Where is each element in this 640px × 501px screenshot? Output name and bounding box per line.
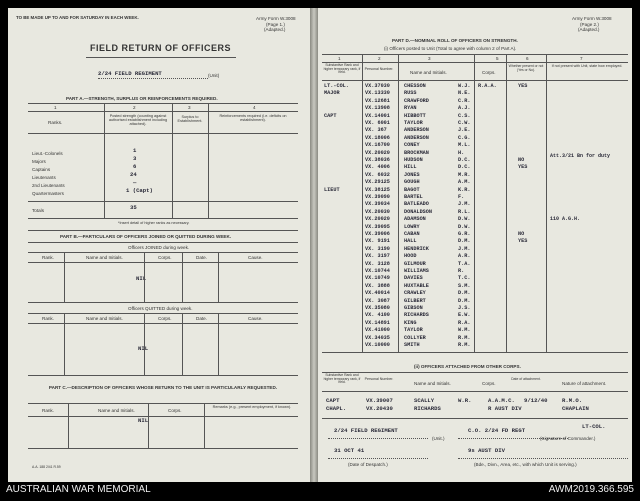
part-b-title: PART B.—PARTICULARS OF OFFICERS JOINED OR QUITTED DURING WEEK. bbox=[60, 234, 232, 239]
officer-initials: E.W. bbox=[458, 312, 471, 319]
officer-number: VX. 3197 bbox=[365, 253, 390, 260]
sign-commander: C.O. 2/24 FD REGT bbox=[468, 427, 526, 434]
officer-number: VX.20020 bbox=[365, 149, 390, 156]
form-adapted: (Adapted.) bbox=[264, 27, 286, 32]
officer-initials: M.L. bbox=[458, 142, 471, 149]
officer-initials: K.R. bbox=[458, 186, 471, 193]
unit-name: 2/24 FIELD REGIMENT bbox=[98, 70, 162, 77]
remark: 110 A.G.H. bbox=[550, 216, 581, 222]
officer-name: CHESSON bbox=[404, 83, 426, 89]
officer-name: TAYLOR bbox=[404, 327, 423, 334]
col-num: 1 bbox=[54, 105, 57, 110]
officer-name: GOUGH bbox=[404, 179, 420, 186]
quitted-value: NIL bbox=[138, 345, 149, 352]
att-name: RICHARDS bbox=[414, 405, 441, 412]
sign-unit: 2/24 FIELD REGIMENT bbox=[334, 427, 398, 434]
officer-name: CABAN bbox=[404, 231, 420, 237]
officer-name: HIBBOTT bbox=[404, 112, 426, 119]
officer-name: HILL bbox=[404, 164, 417, 171]
officer-name: BROCKMAN bbox=[404, 149, 429, 156]
col-num: 3 bbox=[188, 105, 191, 110]
officer-present: YES bbox=[518, 83, 528, 89]
rank-value: 1 (Capt) bbox=[126, 187, 153, 194]
att-corps: R AUST DIV bbox=[488, 405, 522, 412]
officer-number: VX. 3190 bbox=[365, 245, 390, 252]
officer-number: VX.29125 bbox=[365, 179, 390, 186]
officer-name: HUXTABLE bbox=[404, 282, 429, 289]
col-num: 7 bbox=[580, 56, 583, 61]
officer-name: BATLEADO bbox=[404, 201, 429, 208]
officer-name: CRAWLEY bbox=[404, 290, 426, 297]
officer-initials: D.W. bbox=[458, 223, 471, 230]
officer-initials: D.C. bbox=[458, 157, 471, 163]
officer-initials: C.S. bbox=[458, 112, 471, 119]
col-header: Personal Number. bbox=[364, 67, 394, 71]
col-header: Cause. bbox=[248, 316, 263, 321]
col-header: Rank. bbox=[42, 255, 55, 260]
officer-number: VX.37030 bbox=[365, 83, 390, 89]
archive-credit: AUSTRALIAN WAR MEMORIAL bbox=[6, 484, 151, 495]
col-header: Name and Initials. bbox=[414, 381, 451, 386]
officer-number: VX.20030 bbox=[365, 208, 390, 215]
officer-number: VX.39006 bbox=[365, 231, 390, 237]
officer-number: VX.20020 bbox=[365, 216, 390, 223]
officer-initials: D.M. bbox=[458, 290, 471, 297]
officer-present: YES bbox=[518, 238, 528, 245]
rank-label: Majors bbox=[32, 159, 46, 164]
joined-title: Officers JOINED during week. bbox=[128, 245, 190, 250]
officer-name: COLLYER bbox=[404, 334, 426, 341]
officer-number: VX.14001 bbox=[365, 112, 390, 119]
col-header: Date. bbox=[196, 316, 207, 321]
officer-number: VX. 9191 bbox=[365, 238, 390, 245]
att-name: SCALLY bbox=[414, 397, 435, 404]
officer-name: RYAN bbox=[404, 105, 417, 112]
rank-label: Captains bbox=[32, 167, 51, 172]
part-c-value: NIL bbox=[138, 417, 149, 424]
officer-number: VX.13908 bbox=[365, 105, 390, 112]
officer-initials: G.R. bbox=[458, 231, 471, 237]
col-header: Name and Initials. bbox=[86, 316, 123, 321]
rank-value: 24 bbox=[130, 171, 137, 178]
officer-number: VX. 6032 bbox=[365, 171, 390, 178]
officer-present: YES bbox=[518, 164, 528, 171]
rank-label: Quartermasters bbox=[32, 191, 64, 196]
officer-number: VX.39090 bbox=[365, 194, 390, 200]
officer-number: VX.13330 bbox=[365, 90, 390, 97]
officer-rank: LT.-COL. bbox=[324, 83, 349, 89]
officer-initials: H. bbox=[458, 149, 465, 156]
unit-label: (Unit) bbox=[208, 73, 220, 78]
col-num: 2 bbox=[378, 56, 381, 61]
att-nature: CHAPLAIN bbox=[562, 405, 589, 412]
officer-name: LOWRY bbox=[404, 223, 420, 230]
officer-initials: C.W. bbox=[458, 120, 471, 126]
col-header: Substantive Rank and higher temporary rank, if held. bbox=[323, 373, 361, 385]
remark: Att.3/21 Bn for duty bbox=[550, 153, 611, 159]
date-label: (Date of Despatch.) bbox=[348, 462, 388, 467]
formation: 9s AUST DIV bbox=[468, 447, 505, 454]
rank-label: Lieutenants bbox=[32, 175, 56, 180]
form-adapted: (Adapted.) bbox=[578, 27, 600, 32]
officer-corps: R.A.A. bbox=[478, 83, 497, 89]
officer-initials: J.M. bbox=[458, 201, 471, 208]
officer-number: VX. 4006 bbox=[365, 164, 390, 171]
col-header: Date of attachment. bbox=[511, 377, 541, 381]
officer-name: BARTEL bbox=[404, 194, 423, 200]
sign-rank: LT-COL. bbox=[582, 423, 606, 430]
officer-initials: T.C. bbox=[458, 275, 471, 282]
formation-label: (Bde., Divn., Area, etc., with which Unit is serving.) bbox=[474, 462, 577, 467]
officer-initials: N.E. bbox=[458, 90, 471, 97]
officer-name: ADAMSON bbox=[404, 216, 426, 223]
signature-label: (Signature of Commander.) bbox=[540, 436, 596, 441]
insert-note: *Insert detail of higher ranks as necessary. bbox=[118, 221, 190, 225]
part-a-title: PART A.—STRENGTH, SURPLUS OR REINFORCEMENTS REQUIRED. bbox=[66, 96, 218, 101]
officer-initials: R.M. bbox=[458, 334, 471, 341]
left-page bbox=[8, 8, 310, 482]
page-fold bbox=[310, 8, 318, 482]
col-num: 3 bbox=[428, 56, 431, 61]
officer-initials: J.S. bbox=[458, 305, 471, 311]
col-header: Name and Initials. bbox=[98, 408, 135, 413]
att-rank: CAPT bbox=[326, 397, 340, 404]
officer-number: VX.39034 bbox=[365, 201, 390, 208]
officer-number: VX. 3888 bbox=[365, 282, 390, 289]
officer-name: JONES bbox=[404, 171, 420, 178]
col-header: Date. bbox=[196, 255, 207, 260]
col-header: Corps. bbox=[168, 408, 182, 413]
col-num: 5 bbox=[496, 56, 499, 61]
col-header: Corps. bbox=[158, 316, 172, 321]
officer-initials: R.A. bbox=[458, 319, 471, 326]
officer-number: VX.18006 bbox=[365, 134, 390, 141]
officer-initials: J.M. bbox=[458, 245, 471, 252]
col-num: 4 bbox=[253, 105, 256, 110]
form-page: (Page 2.) bbox=[580, 22, 599, 27]
officer-name: KING bbox=[404, 319, 417, 326]
officer-initials: T.A. bbox=[458, 260, 471, 267]
officer-number: VX.12681 bbox=[365, 97, 390, 104]
officer-initials: C.G. bbox=[458, 134, 471, 141]
col-header: Corps. bbox=[158, 255, 172, 260]
rank-value: 35 bbox=[130, 204, 137, 211]
att-number: VX.20430 bbox=[366, 405, 393, 412]
officer-initials: D.M. bbox=[458, 297, 471, 304]
col-header: Remarks (e.g., present employment, if known). bbox=[212, 405, 292, 409]
att-number: VX.39007 bbox=[366, 397, 393, 404]
top-note: TO BE MADE UP TO AND FOR SATURDAY IN EACH WEEK. bbox=[16, 15, 139, 20]
officer-number: VX.41000 bbox=[365, 327, 390, 334]
officer-initials: S.M. bbox=[458, 282, 471, 289]
officer-initials: A.J. bbox=[458, 105, 471, 112]
col-header: Corps. bbox=[482, 70, 496, 75]
col-num: 6 bbox=[526, 56, 529, 61]
col-header: If not present with Unit, state how employed. bbox=[551, 64, 623, 68]
joined-value: NIL bbox=[136, 275, 147, 282]
col-header: Name and Initials. bbox=[410, 70, 447, 75]
officer-number: VX.10000 bbox=[365, 342, 390, 348]
officer-name: RICHARDS bbox=[404, 312, 429, 319]
form-number: Army Form W.3008 bbox=[256, 16, 296, 21]
officer-name: ANDERSON bbox=[404, 134, 429, 141]
officer-name: HOOD bbox=[404, 253, 417, 260]
col-num: 2 bbox=[133, 105, 136, 110]
officer-number: VX. 3128 bbox=[365, 260, 390, 267]
officer-number: VX.34035 bbox=[365, 334, 390, 341]
officer-name: GIBSON bbox=[404, 305, 423, 311]
officer-name: TAYLOR bbox=[404, 120, 423, 126]
officer-initials: C.R. bbox=[458, 97, 471, 104]
att-rank: CHAPL. bbox=[326, 405, 347, 412]
officer-number: VX.40014 bbox=[365, 290, 390, 297]
rank-value: — bbox=[133, 179, 137, 186]
col-header: Whether present or not (Yes or No). bbox=[508, 64, 544, 72]
officer-number: VX. 367 bbox=[365, 127, 387, 134]
col-header: Substantive Rank and higher temporary rank, if held. bbox=[323, 63, 361, 75]
officer-number: VX.39095 bbox=[365, 223, 390, 230]
col-header: Nature of attachment. bbox=[562, 381, 607, 386]
officer-name: CONEY bbox=[404, 142, 420, 149]
officer-initials: W.M. bbox=[458, 327, 471, 334]
posted-header: Posted strength (counting against authorised establishment including attached). bbox=[108, 114, 168, 127]
att-corps: A.A.M.C. bbox=[488, 397, 515, 404]
officer-name: GILMOUR bbox=[404, 260, 426, 267]
officer-present: NO bbox=[518, 157, 525, 163]
officer-name: RUSS bbox=[404, 90, 417, 97]
att-date: 9/12/40 bbox=[524, 397, 548, 404]
col-header: Corps. bbox=[482, 381, 496, 386]
rank-value: 1 bbox=[133, 147, 137, 154]
rank-value: 6 bbox=[133, 163, 137, 170]
part-d-subtitle: (i) Officers posted to Unit (Total to agree with column 2 of Part A). bbox=[384, 46, 517, 51]
officer-name: DAVIES bbox=[404, 275, 423, 282]
officer-name: SMITH bbox=[404, 342, 420, 348]
officer-number: VX. 3087 bbox=[365, 297, 390, 304]
officer-number: VX.16700 bbox=[365, 142, 390, 149]
reinf-header: Reinforcements required (i.e. deficits on establishment). bbox=[219, 114, 287, 123]
col-header: Cause. bbox=[248, 255, 263, 260]
officer-initials: J.E. bbox=[458, 127, 471, 134]
officer-name: GILBERT bbox=[404, 297, 426, 304]
officer-name: HUDSON bbox=[404, 157, 423, 163]
officer-number: VX.14891 bbox=[365, 319, 390, 326]
officer-number: VX.10744 bbox=[365, 268, 390, 274]
col-header: Rank. bbox=[42, 316, 55, 321]
officer-rank: MAJOR bbox=[324, 90, 340, 97]
officer-initials: D.M. bbox=[458, 238, 471, 245]
att-nature: R.M.O. bbox=[562, 397, 583, 404]
officer-name: BAGOT bbox=[404, 186, 420, 193]
rank-label: Totals bbox=[32, 208, 44, 213]
officer-rank: LIEUT bbox=[324, 186, 340, 193]
officer-name: DONALDSON bbox=[404, 208, 433, 215]
officer-name: ANDERSON bbox=[404, 127, 429, 134]
officer-number: VX. 6001 bbox=[365, 120, 390, 126]
officer-name: WILLIAMS bbox=[404, 268, 429, 274]
officer-name: HENDRICK bbox=[404, 245, 429, 252]
officer-initials: A.M. bbox=[458, 179, 471, 186]
printer-note: A.A. 188 2/41 R.59 bbox=[32, 465, 61, 469]
officer-name: HALL bbox=[404, 238, 417, 245]
rank-value: 3 bbox=[133, 155, 137, 162]
officer-present: NO bbox=[518, 231, 525, 237]
part-d-title: PART D.—NOMINAL ROLL OF OFFICERS ON STRENGTH. bbox=[392, 38, 518, 43]
officer-number: VX.38036 bbox=[365, 157, 390, 163]
rank-label: 2nd Lieutenants bbox=[32, 183, 65, 188]
col-header: Name and Initials. bbox=[86, 255, 123, 260]
officer-number: VX.38125 bbox=[365, 186, 390, 193]
officer-initials: W.J. bbox=[458, 83, 471, 89]
officer-number: VX.10749 bbox=[365, 275, 390, 282]
officer-name: CRAWFORD bbox=[404, 97, 429, 104]
col-header: Personal Number. bbox=[364, 377, 394, 381]
despatch-date: 31 OCT 41 bbox=[334, 447, 365, 454]
attached-title: (ii) OFFICERS ATTACHED FROM OTHER CORPS. bbox=[414, 364, 521, 369]
att-init: W.R. bbox=[458, 397, 472, 404]
right-page bbox=[318, 8, 632, 482]
officer-initials: A.R. bbox=[458, 253, 471, 260]
officer-number: VX. 4100 bbox=[365, 312, 390, 319]
officer-initials: R.M. bbox=[458, 342, 471, 348]
officer-number: VX.35080 bbox=[365, 305, 390, 311]
form-title: FIELD RETURN OF OFFICERS bbox=[90, 43, 231, 53]
form-page: (Page 1.) bbox=[266, 22, 285, 27]
col-header: Rank. bbox=[42, 408, 55, 413]
officer-rank: CAPT bbox=[324, 112, 337, 119]
part-c-title: PART C.—DESCRIPTION OF OFFICERS WHOSE RETURN TO THE UNIT IS PARTICULARLY REQUESTED. bbox=[48, 385, 278, 390]
officer-initials: R.L. bbox=[458, 208, 471, 215]
officer-initials: D.W. bbox=[458, 216, 471, 223]
rank-label: Lieut.-Colonels bbox=[32, 151, 63, 156]
surplus-header: Surplus to Establishment. bbox=[177, 115, 203, 124]
col-num: 1 bbox=[338, 56, 341, 61]
unit-label: (Unit.) bbox=[432, 436, 445, 441]
quitted-title: Officers QUITTED during week. bbox=[128, 306, 193, 311]
officer-initials: M.R. bbox=[458, 171, 471, 178]
officer-initials: F. bbox=[458, 194, 465, 200]
officer-initials: D.C. bbox=[458, 164, 471, 171]
officer-initials: R. bbox=[458, 268, 465, 274]
form-number: Army Form W.3008 bbox=[572, 16, 612, 21]
ranks-header: Ranks. bbox=[48, 120, 63, 125]
archive-id: AWM2019.366.595 bbox=[548, 484, 634, 495]
